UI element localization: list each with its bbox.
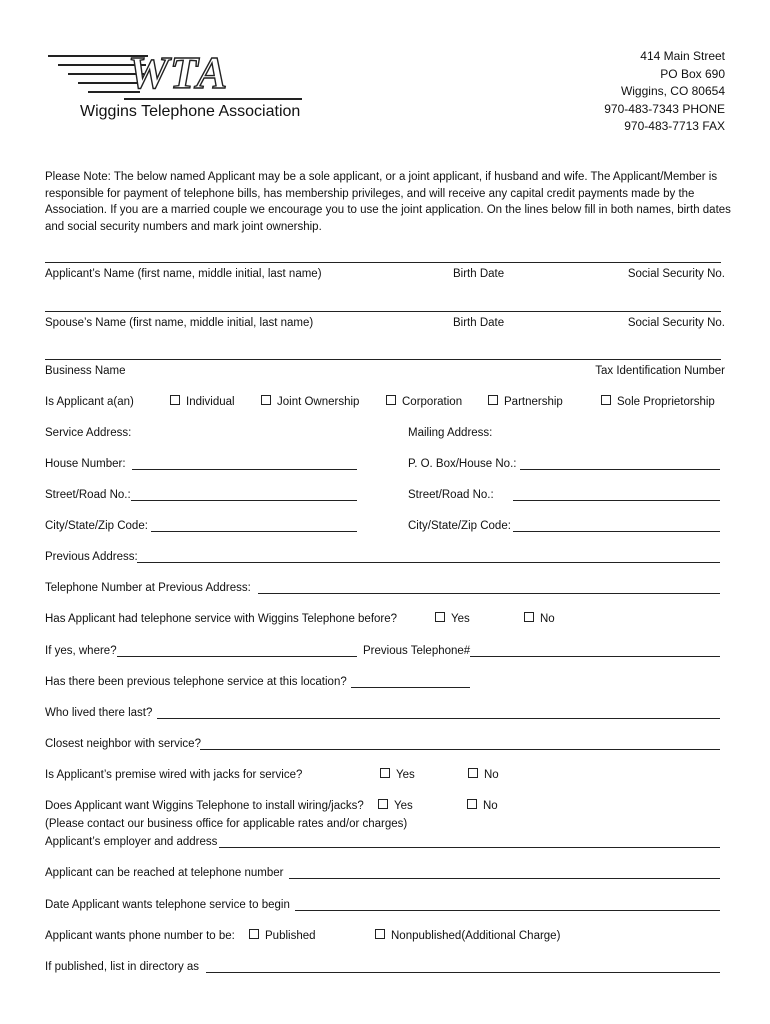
option-label: Yes — [451, 613, 470, 625]
spouse-birth-label: Birth Date — [453, 317, 505, 329]
checkbox-icon[interactable] — [435, 612, 445, 622]
premise-wired-no[interactable] — [468, 768, 499, 782]
address-line: 414 Main Street — [640, 49, 725, 63]
checkbox-icon[interactable] — [601, 395, 611, 405]
previous-telephone-field[interactable] — [470, 656, 720, 657]
checkbox-icon[interactable] — [524, 612, 534, 622]
business-name-label: Business Name — [45, 365, 126, 377]
checkbox-icon[interactable] — [170, 395, 180, 405]
prev-phone-address-label: Telephone Number at Previous Address: — [45, 582, 251, 594]
applicant-type-label: Is Applicant a(an) — [45, 396, 134, 408]
mailing-address-heading: Mailing Address: — [408, 427, 493, 439]
premise-wired-yes[interactable] — [380, 768, 415, 782]
spouse-name-field[interactable] — [45, 311, 721, 312]
checkbox-icon[interactable] — [375, 929, 385, 939]
prev-phone-address-field[interactable] — [258, 593, 720, 594]
applicant-note: Please Note: The below named Applicant may be a sole applicant, or a joint applicant, if husband and wife. The Applicant/Member is responsible for payment of telephone bills, has membership privileges, and will receive any capital credit payments made by the Association. If you are a married couple we encourage you to use the joint application. On the lines below fill in both names, birth dates and social security numbers and mark joint ownership. — [45, 171, 731, 233]
option-label: Sole Proprietorship — [617, 396, 715, 408]
who-lived-field[interactable] — [157, 718, 720, 719]
directory-listing-label: If published, list in directory as — [45, 961, 200, 973]
checkbox-icon[interactable] — [386, 395, 396, 405]
option-label: No — [484, 769, 499, 781]
street-right-field[interactable] — [513, 500, 720, 501]
city-right-label: City/State/Zip Code: — [408, 520, 511, 532]
option-label: Partnership — [504, 396, 563, 408]
option-label: Yes — [394, 800, 413, 812]
logo-lettering: WTA — [128, 47, 229, 98]
address-line: 970-483-7343 PHONE — [604, 101, 725, 116]
spouse-ssn-label: Social Security No. — [627, 317, 725, 329]
checkbox-icon[interactable] — [468, 768, 478, 778]
phone-number-type-label: Applicant wants phone number to be: — [45, 930, 235, 942]
city-left-field[interactable] — [151, 531, 357, 532]
option-nonpublished[interactable] — [375, 929, 560, 943]
checkbox-icon[interactable] — [249, 929, 259, 939]
po-box-label: P. O. Box/House No.: — [408, 458, 517, 470]
contact-note: (Please contact our business office for applicable rates and/or charges) — [45, 818, 408, 830]
checkbox-icon[interactable] — [488, 395, 498, 405]
employer-address-field[interactable] — [219, 847, 720, 848]
address-line: Wiggins, CO 80654 — [620, 84, 725, 98]
checkbox-icon[interactable] — [378, 799, 388, 809]
logo-rule — [124, 98, 302, 100]
spouse-name-label: Spouse’s Name (first name, middle initial, last name) — [45, 317, 314, 329]
address-line: PO Box 690 — [660, 66, 725, 81]
org-name: Wiggins Telephone Association — [80, 103, 301, 120]
service-date-label: Date Applicant wants telephone service to begin — [45, 899, 290, 911]
option-label: Published — [265, 930, 316, 942]
checkbox-icon[interactable] — [380, 768, 390, 778]
had-service-no[interactable] — [524, 612, 555, 626]
street-left-label: Street/Road No.: — [45, 489, 131, 501]
service-address-heading: Service Address: — [45, 427, 132, 439]
option-label: Yes — [396, 769, 415, 781]
house-number-field[interactable] — [132, 469, 357, 470]
if-yes-where-label: If yes, where? — [45, 645, 117, 657]
option-label: Nonpublished(Additional Charge) — [391, 930, 561, 942]
tax-id-label: Tax Identification Number — [595, 365, 725, 377]
premise-wired-label: Is Applicant’s premise wired with jacks for service? — [45, 769, 303, 781]
option-joint-ownership[interactable] — [261, 395, 359, 409]
if-yes-where-field[interactable] — [117, 656, 357, 657]
city-right-field[interactable] — [513, 531, 720, 532]
employer-address-label: Applicant’s employer and address — [45, 836, 218, 848]
business-name-field[interactable] — [45, 359, 721, 360]
applicant-name-label: Applicant’s Name (first name, middle initial, last name) — [45, 268, 322, 280]
org-address — [604, 48, 725, 136]
service-date-field[interactable] — [295, 910, 720, 911]
option-label: Corporation — [402, 396, 463, 408]
closest-neighbor-field[interactable] — [200, 749, 720, 750]
option-published[interactable] — [249, 929, 316, 943]
applicant-ssn-label: Social Security No. — [627, 268, 725, 280]
house-number-label: House Number: — [45, 458, 126, 470]
had-service-label: Has Applicant had telephone service with Wiggins Telephone before? — [45, 613, 398, 625]
option-partnership[interactable] — [488, 395, 563, 409]
option-label: No — [483, 800, 498, 812]
had-service-yes[interactable] — [435, 612, 470, 626]
prev-service-location-field[interactable] — [351, 687, 470, 688]
city-left-label: City/State/Zip Code: — [45, 520, 148, 532]
previous-telephone-label: Previous Telephone# — [363, 645, 471, 657]
applicant-name-field[interactable] — [45, 262, 721, 263]
prev-service-location-label: Has there been previous telephone service at this location? — [45, 676, 347, 688]
po-box-field[interactable] — [520, 469, 720, 470]
install-wiring-yes[interactable] — [378, 799, 413, 813]
install-wiring-no[interactable] — [467, 799, 498, 813]
street-left-field[interactable] — [131, 500, 357, 501]
checkbox-icon[interactable] — [261, 395, 271, 405]
directory-listing-field[interactable] — [206, 972, 720, 973]
address-line: 970-483-7713 FAX — [624, 119, 725, 133]
street-right-label: Street/Road No.: — [408, 489, 494, 501]
applicant-birth-label: Birth Date — [453, 268, 505, 280]
reached-at-field[interactable] — [289, 878, 720, 879]
option-sole-proprietorship[interactable] — [601, 395, 715, 409]
option-label: No — [540, 613, 555, 625]
checkbox-icon[interactable] — [467, 799, 477, 809]
option-label: Individual — [186, 396, 235, 408]
option-corporation[interactable] — [386, 395, 462, 409]
option-individual[interactable] — [170, 395, 235, 409]
closest-neighbor-label: Closest neighbor with service? — [45, 738, 201, 750]
previous-address-label: Previous Address: — [45, 551, 138, 563]
previous-address-field[interactable] — [137, 562, 720, 563]
option-label: Joint Ownership — [277, 396, 360, 408]
reached-at-label: Applicant can be reached at telephone number — [45, 867, 284, 879]
install-wiring-label: Does Applicant want Wiggins Telephone to install wiring/jacks? — [45, 800, 364, 812]
who-lived-label: Who lived there last? — [45, 707, 153, 719]
